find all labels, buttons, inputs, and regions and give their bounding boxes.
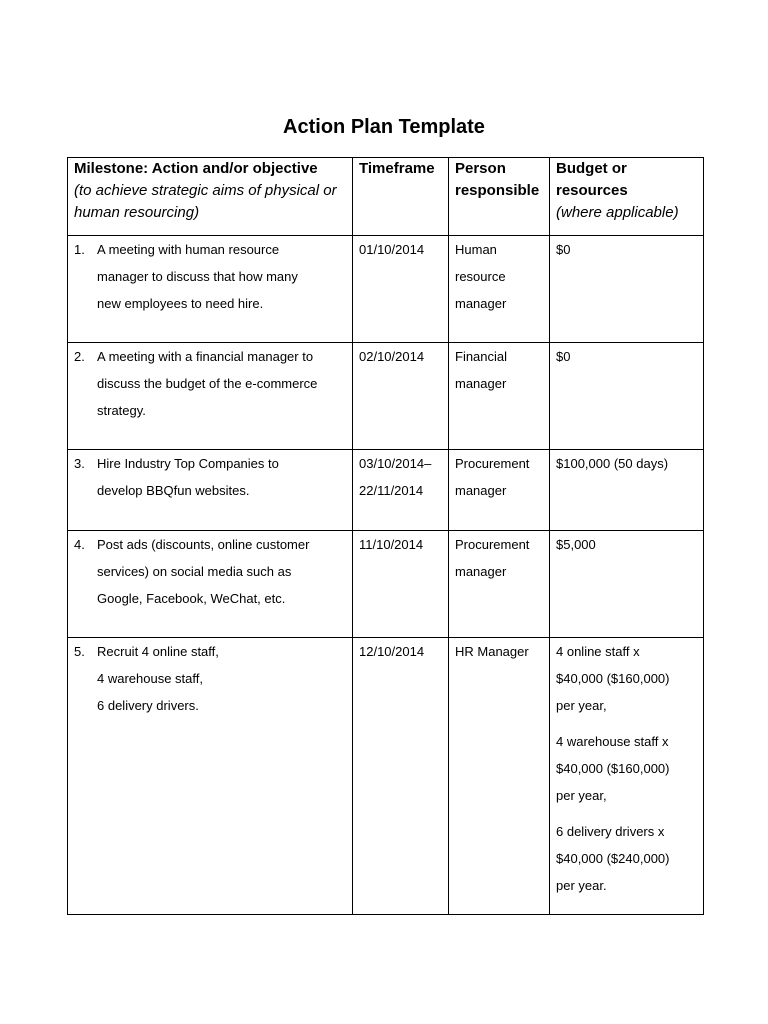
action-item	[74, 638, 346, 719]
person-cell	[449, 236, 550, 343]
timeframe-line: 03/10/2014–	[359, 456, 432, 471]
timeframe-line: 01/10/2014	[359, 242, 425, 257]
person-line: manager	[455, 376, 507, 391]
timeframe-cell	[353, 638, 449, 915]
timeframe-cell	[353, 343, 449, 450]
budget-cell	[550, 638, 704, 915]
budget-line: per year,	[556, 788, 607, 803]
row-number: 2.	[74, 349, 85, 364]
table-row	[68, 638, 704, 915]
budget-line: $5,000	[556, 537, 596, 552]
person-line: HR Manager	[455, 644, 529, 659]
action-cell	[68, 450, 353, 531]
budget-line: $40,000 ($160,000)	[556, 671, 670, 686]
header-timeframe-label: Timeframe	[359, 160, 435, 177]
person-line: manager	[455, 296, 507, 311]
table-row	[68, 450, 704, 531]
header-budget	[550, 158, 704, 236]
budget-cell	[550, 450, 704, 531]
row-number: 3.	[74, 456, 85, 471]
timeframe-line: 11/10/2014	[359, 537, 424, 552]
budget-cell	[550, 236, 704, 343]
action-text	[97, 343, 317, 424]
action-item	[74, 531, 346, 612]
person-line: Procurement	[455, 537, 530, 552]
action-item	[74, 450, 346, 504]
person-line: resource	[455, 269, 506, 284]
budget-line: $100,000 (50 days)	[556, 456, 669, 471]
action-line: Recruit 4 online staff,	[97, 644, 219, 659]
timeframe-line: 02/10/2014	[359, 349, 425, 364]
action-text	[97, 638, 219, 719]
action-plan-table	[67, 157, 704, 915]
header-budget-label: Budget or resources	[556, 160, 628, 199]
table-header-row	[68, 158, 704, 236]
action-line: new employees to need hire.	[97, 296, 264, 311]
budget-line: 4 warehouse staff x	[556, 734, 669, 749]
action-line: manager to discuss that how many	[97, 269, 298, 284]
budget-line: per year.	[556, 878, 607, 893]
timeframe-cell	[353, 450, 449, 531]
action-cell	[68, 531, 353, 638]
person-line: Human	[455, 242, 497, 257]
table-row	[68, 343, 704, 450]
header-person	[449, 158, 550, 236]
budget-line: $0	[556, 242, 571, 257]
action-line: Hire Industry Top Companies to	[97, 456, 279, 471]
action-line: A meeting with a financial manager to	[97, 349, 314, 364]
budget-cell	[550, 343, 704, 450]
budget-line: 6 delivery drivers x	[556, 824, 665, 839]
person-line: Financial	[455, 349, 508, 364]
header-milestone-label: Milestone: Action and/or objective	[74, 160, 318, 177]
person-cell	[449, 450, 550, 531]
action-item	[74, 343, 346, 424]
budget-group	[556, 638, 697, 719]
action-text	[97, 236, 298, 317]
header-milestone-note: (to achieve strategic aims of physical or human resourcing)	[74, 182, 337, 221]
document-title: Action Plan Template	[283, 116, 485, 138]
action-line: services) on social media such as	[97, 564, 292, 579]
budget-cell	[550, 531, 704, 638]
action-text	[97, 531, 309, 612]
action-line: Post ads (discounts, online customer	[97, 537, 310, 552]
person-line: manager	[455, 564, 507, 579]
person-line: Procurement	[455, 456, 530, 471]
row-number: 5.	[74, 644, 85, 659]
action-cell	[68, 638, 353, 915]
person-line: manager	[455, 483, 507, 498]
action-line: develop BBQfun websites.	[97, 483, 250, 498]
person-cell	[449, 343, 550, 450]
action-line: 4 warehouse staff,	[97, 671, 203, 686]
action-line: discuss the budget of the e-commerce	[97, 376, 318, 391]
action-cell	[68, 343, 353, 450]
table-row	[68, 236, 704, 343]
header-person-label: Person responsible	[455, 160, 540, 199]
budget-group	[556, 728, 697, 809]
action-line: strategy.	[97, 403, 146, 418]
action-item	[74, 236, 346, 317]
row-number: 4.	[74, 537, 85, 552]
action-line: A meeting with human resource	[97, 242, 280, 257]
person-cell	[449, 638, 550, 915]
row-number: 1.	[74, 242, 85, 257]
table-row	[68, 531, 704, 638]
budget-line: $40,000 ($240,000)	[556, 851, 670, 866]
action-line: Google, Facebook, WeChat, etc.	[97, 591, 286, 606]
action-line: 6 delivery drivers.	[97, 698, 199, 713]
timeframe-line: 22/11/2014	[359, 483, 424, 498]
action-cell	[68, 236, 353, 343]
header-budget-note: (where applicable)	[556, 204, 679, 221]
timeframe-cell	[353, 531, 449, 638]
budget-group	[556, 818, 697, 899]
header-milestone	[68, 158, 353, 236]
timeframe-line: 12/10/2014	[359, 644, 425, 659]
person-cell	[449, 531, 550, 638]
budget-line: per year,	[556, 698, 607, 713]
budget-line: $0	[556, 349, 571, 364]
budget-line: 4 online staff x	[556, 644, 640, 659]
timeframe-cell	[353, 236, 449, 343]
budget-line: $40,000 ($160,000)	[556, 761, 670, 776]
header-timeframe	[353, 158, 449, 236]
action-text	[97, 450, 279, 504]
